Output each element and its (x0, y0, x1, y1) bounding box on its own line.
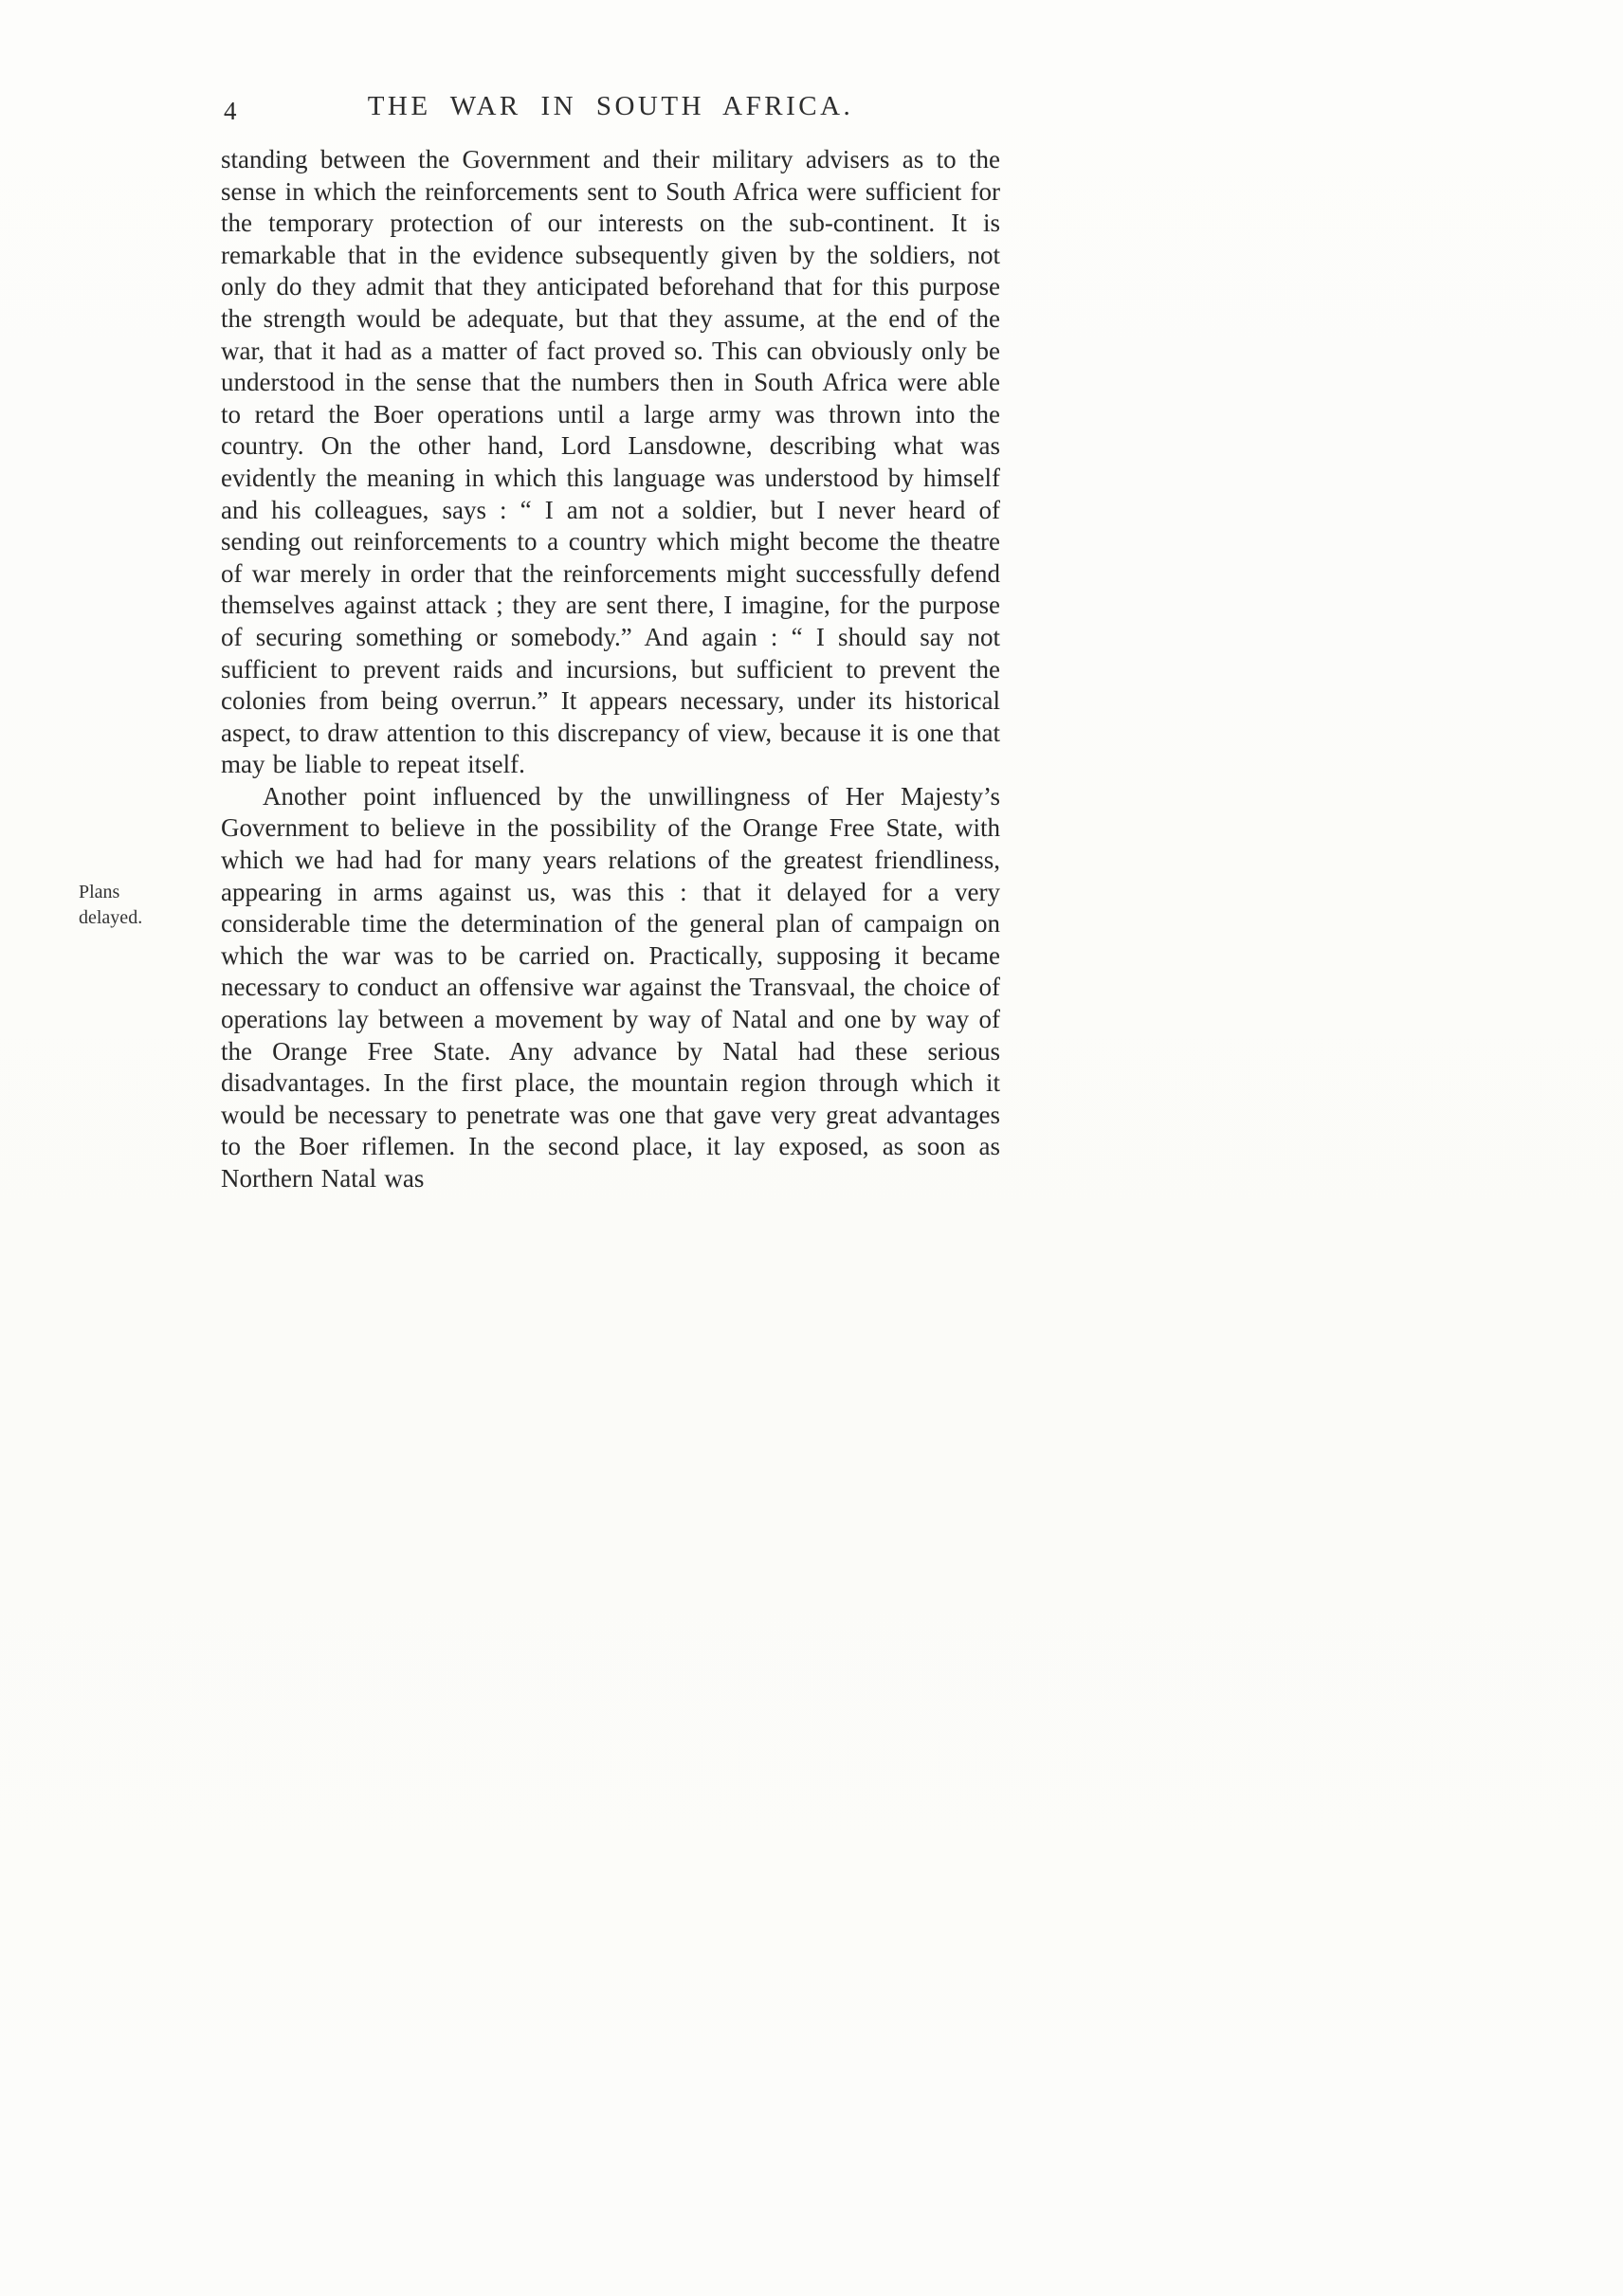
page-header-title: THE WAR IN SOUTH AFRICA. (367, 91, 854, 121)
body-text (221, 144, 1000, 1195)
margin-note-line: Plans (79, 882, 120, 902)
margin-note (79, 880, 202, 931)
paragraph: standing between the Government and their military advisers as to the sense in which the reinforcements sent to South Africa were sufficient for the temporary protection of our interests on the sub-continent. It is remarkable that in the evidence subsequently given by the soldiers, not only do they admit that they anticipated beforehand that for this purpose the strength would be adequate, but that they assume, at the end of the war, that it had as a matter of fact proved so. This can obviously only be understood in the sense that the numbers then in South Africa were able to retard the Boer operations until a large army was thrown into the country. On the other hand, Lord Lansdowne, describing what was evidently the meaning in which this language was understood by himself and his colleagues, says : “ I am not a soldier, but I never heard of sending out reinforcements to a country which might become the theatre of war merely in order that the reinforcements might successfully defend themselves against attack ; they are sent there, I imagine, for the purpose of securing something or somebody.” And again : “ I should say not sufficient to prevent raids and incursions, but sufficient to prevent the colonies from being overrun.” It appears necessary, under its historical aspect, to draw attention to this discrepancy of view, because it is one that may be liable to repeat itself. (221, 145, 1000, 779)
page-number: 4 (224, 97, 238, 125)
paragraph: Another point influenced by the unwillingness of Her Majesty’s Government to believe in the possibility of the Orange Free State, with which we had had for many years relations of the greatest friendliness, appearing in arms against us, was this : that it delayed for a very considerable time the determination of the general plan of campaign on which the war was to be carried on. Practically, supposing it became necessary to conduct an offensive war against the Transvaal, the choice of operations lay between a movement by way of Natal and one by way of the Orange Free State. Any advance by Natal had these serious disadvantages. In the first place, the mountain region through which it would be necessary to penetrate was one that gave very great advantages to the Boer riflemen. In the second place, it lay exposed, as soon as Northern Natal was (221, 781, 1000, 1193)
page-header (221, 91, 1000, 129)
margin-note-line: delayed. (79, 907, 143, 928)
